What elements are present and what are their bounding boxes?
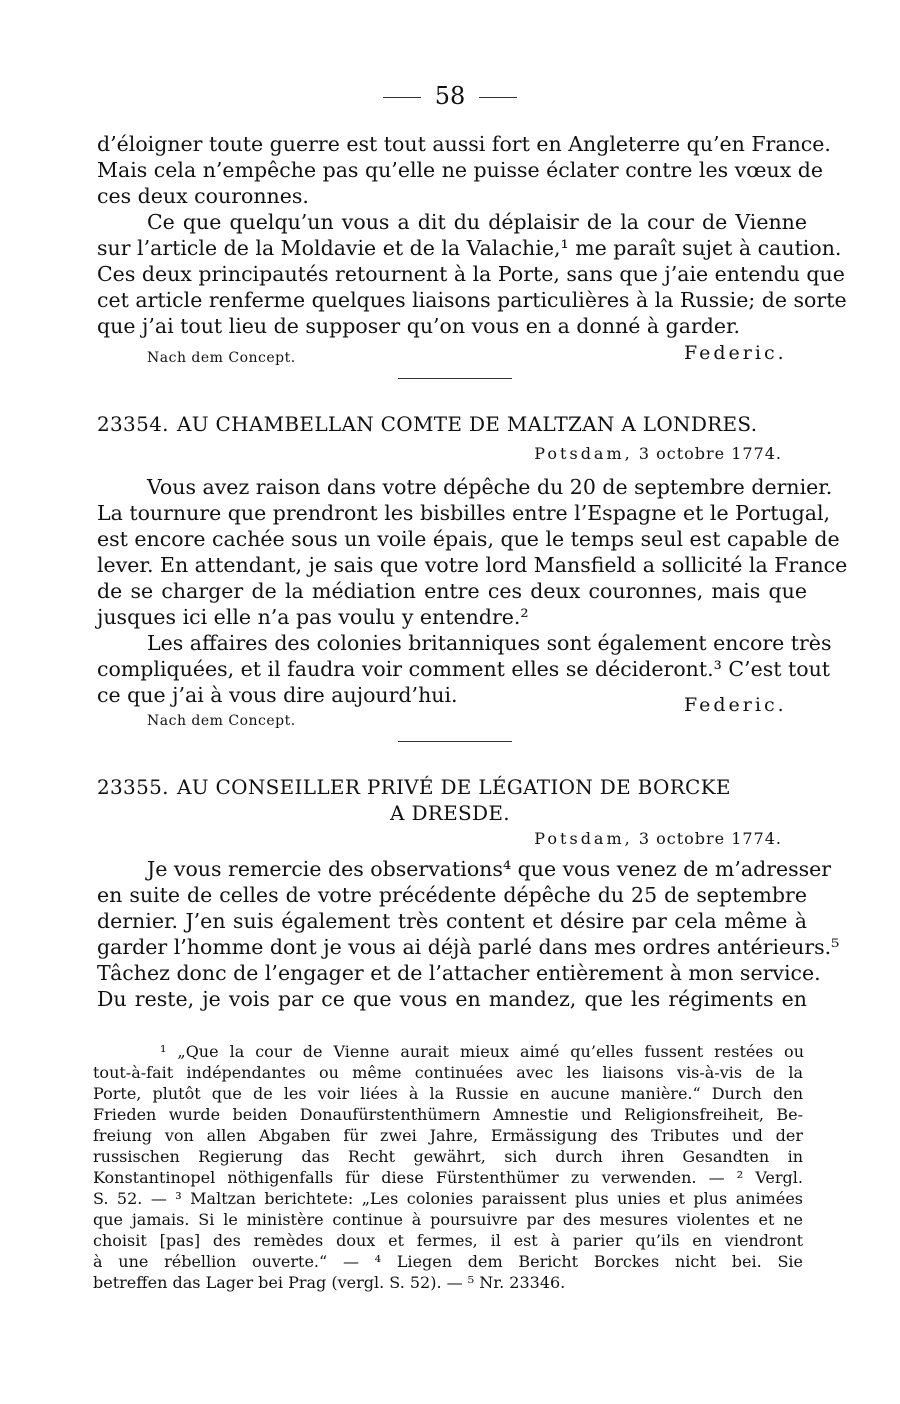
body-line: est encore cachée sous un voile épais, que le temps seul est capable de: [97, 527, 840, 551]
section-divider: [398, 741, 512, 742]
dateline: [534, 444, 782, 463]
header-dash-left: [383, 97, 421, 98]
body-line: de se charger de la médiation entre ces deux couronnes, mais que: [97, 579, 807, 603]
body-line: Les affaires des colonies britanniques sont également encore très: [147, 631, 832, 655]
letter-title: AU CHAMBELLAN COMTE DE MALTZAN A LONDRES.: [177, 412, 758, 436]
letter-heading: [97, 775, 731, 799]
body-line: sur l’article de la Moldavie et de la Valachie,¹ me paraît sujet à caution.: [97, 236, 842, 260]
letter-title: AU CONSEILLER PRIVÉ DE LÉGATION DE BORCKE: [177, 775, 731, 799]
footnote-line: Porte, plutôt que de les voir liées à la Russie en aucune manière.“ Durch den: [93, 1084, 803, 1103]
concept-note: Nach dem Concept.: [147, 350, 296, 366]
letter-title-continued: A DRESDE.: [390, 801, 510, 825]
footnote-line: Konstantinopel nöthigenfalls für diese Fürstenthümer zu verwenden. — ² Vergl.: [93, 1168, 803, 1187]
body-line: La tournure que prendront les bisbilles entre l’Espagne et le Portugal,: [97, 501, 831, 525]
dateline: [534, 829, 782, 848]
body-line: ce que j’ai à vous dire aujourd’hui.: [97, 683, 458, 707]
body-line: d’éloigner toute guerre est tout aussi fort en Angleterre qu’en France.: [97, 132, 831, 156]
body-line: cet article renferme quelques liaisons particulières à la Russie; de sorte: [97, 288, 847, 312]
footnote-line: choisit [pas] des remèdes doux et fermes, il est à parier qu’ils en viendront: [93, 1231, 803, 1250]
body-line: Du reste, je vois par ce que vous en mandez, que les régiments en: [97, 987, 807, 1011]
footnote-line: ¹ „Que la cour de Vienne aurait mieux aimé qu’elles fussent restées ou: [160, 1042, 804, 1061]
letter-heading: [97, 412, 757, 436]
body-line: compliquées, et il faudra voir comment elles se décideront.³ C’est tout: [97, 657, 831, 681]
header-dash-right: [479, 97, 517, 98]
body-line: lever. En attendant, je sais que votre lord Mansfield a sollicité la France: [97, 553, 848, 577]
footnote-line: que jamais. Si le ministère continue à poursuivre par des mesures violentes et ne: [93, 1210, 803, 1229]
body-line: dernier. J’en suis également très content et désire par cela même à: [97, 909, 807, 933]
dateline-place: Potsdam,: [534, 829, 633, 848]
body-line: Vous avez raison dans votre dépêche du 20 de septembre dernier.: [147, 475, 833, 499]
signature: Federic.: [684, 342, 787, 364]
footnote-line: Frieden wurde beiden Donaufürstenthümern Amnestie und Religionsfreiheit, Be-: [93, 1105, 803, 1124]
body-line: jusques ici elle n’a pas voulu y entendre.²: [97, 605, 529, 629]
dateline-date: 3 octobre 1774.: [638, 444, 782, 463]
letter-number: 23355.: [97, 775, 169, 799]
dateline-place: Potsdam,: [534, 444, 633, 463]
section-divider: [398, 378, 512, 379]
body-line: Mais cela n’empêche pas qu’elle ne puisse éclater contre les vœux de: [97, 158, 824, 182]
body-line: Tâchez donc de l’engager et de l’attacher entièrement à mon service.: [97, 961, 821, 985]
footnote-line: à une rébellion ouverte.“ — ⁴ Liegen dem Bericht Borckes nicht bei. Sie: [93, 1252, 803, 1271]
body-line: Ces deux principautés retournent à la Porte, sans que j’aie entendu que: [97, 262, 845, 286]
page-header: [0, 82, 900, 110]
footnote-line: S. 52. — ³ Maltzan berichtete: „Les colonies paraissent plus unies et plus animées: [93, 1189, 803, 1208]
concept-note: Nach dem Concept.: [147, 713, 296, 729]
body-line: Ce que quelqu’un vous a dit du déplaisir de la cour de Vienne: [147, 210, 807, 234]
letter-number: 23354.: [97, 412, 169, 436]
dateline-date: 3 octobre 1774.: [638, 829, 782, 848]
footnote-line: freiung von allen Abgaben für zwei Jahre, Ermässigung des Tributes und der: [93, 1126, 803, 1145]
signature: Federic.: [684, 694, 787, 716]
footnote-line: russischen Regierung das Recht gewährt, sich durch ihren Gesandten in: [93, 1147, 803, 1166]
footnote-line: betreffen das Lager bei Prag (vergl. S. 52). — ⁵ Nr. 23346.: [93, 1273, 566, 1292]
body-line: garder l’homme dont je vous ai déjà parlé dans mes ordres antérieurs.⁵: [97, 935, 840, 959]
footnote-line: tout-à-fait indépendantes ou même continuées avec les liaisons vis-à-vis de la: [93, 1063, 803, 1082]
page-number: 58: [434, 82, 466, 110]
body-line: en suite de celles de votre précédente dépêche du 25 de septembre: [97, 883, 807, 907]
body-line: Je vous remercie des observations⁴ que vous venez de m’adresser: [147, 857, 832, 881]
body-line: ces deux couronnes.: [97, 184, 309, 208]
body-line: que j’ai tout lieu de supposer qu’on vous en a donné à garder.: [97, 314, 741, 338]
